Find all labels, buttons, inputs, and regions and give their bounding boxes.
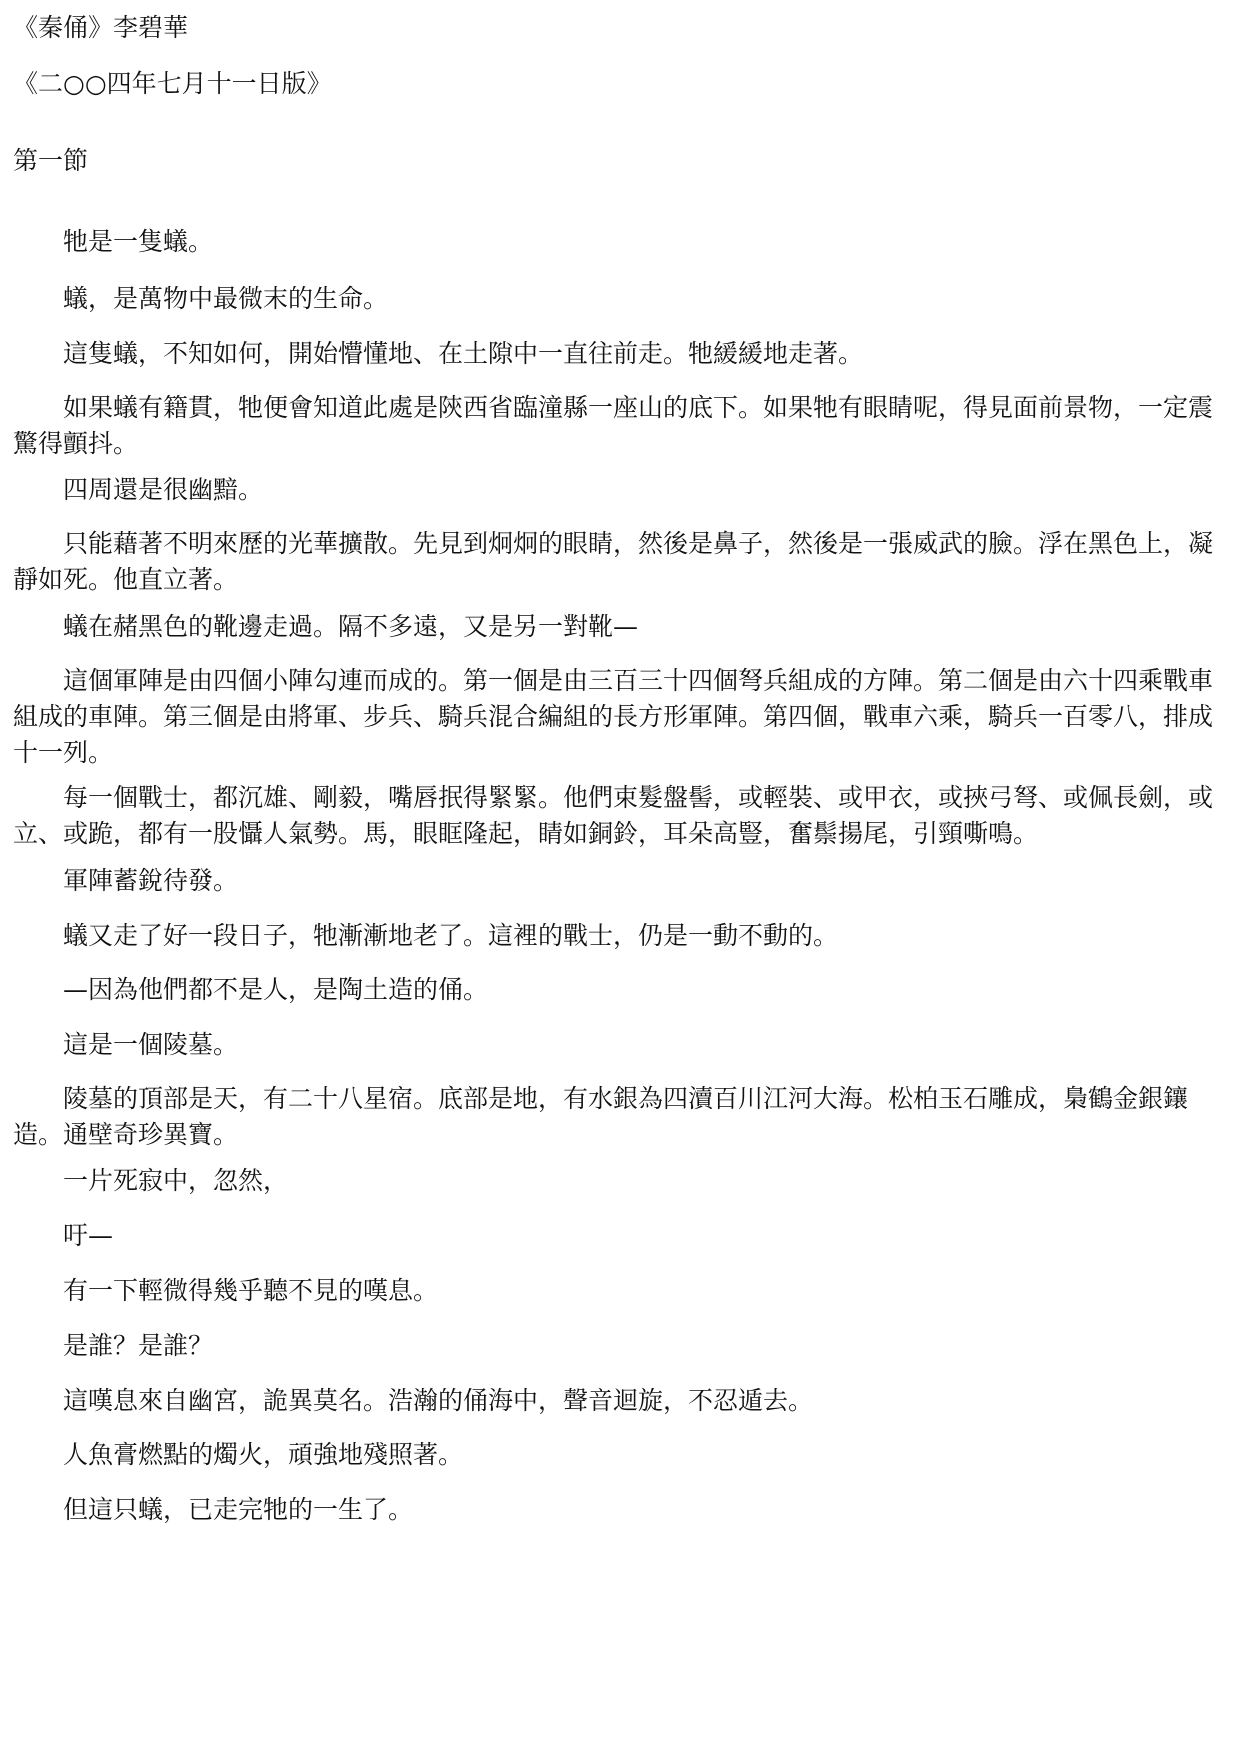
paragraph: 這個軍陣是由四個小陣勾連而成的。第一個是由三百三十四個弩兵組成的方陣。第二個是由六十四乘戰車組成的車陣。第三個是由將軍、步兵、騎兵混合編組的長方形軍陣。第四個，戰車六乘，騎兵一百零八，排成十一列。 <box>13 666 1214 767</box>
paragraph: 陵墓的頂部是天，有二十八星宿。底部是地，有水銀為四瀆百川江河大海。松柏玉石雕成，梟鶴金銀鑲造。通壁奇珍異寶。 <box>13 1084 1189 1149</box>
title-line: 《秦俑》李碧華 <box>13 13 189 42</box>
section-title: 第一節 <box>13 146 89 175</box>
paragraph: 這是一個陵墓。 <box>63 1030 239 1059</box>
paragraph: 吁— <box>63 1221 114 1250</box>
paragraph: 蟻在赭黑色的靴邊走過。隔不多遠，又是另一對靴— <box>63 612 639 641</box>
paragraph: 蟻又走了好一段日子，牠漸漸地老了。這裡的戰士，仍是一動不動的。 <box>63 921 839 950</box>
paragraph: 如果蟻有籍貫，牠便會知道此處是陝西省臨潼縣一座山的底下。如果牠有眼睛呢，得見面前景物，一定震驚得顫抖。 <box>13 393 1214 458</box>
paragraph: 人魚膏燃點的燭火，頑強地殘照著。 <box>63 1440 464 1469</box>
paragraph: —因為他們都不是人，是陶土造的俑。 <box>63 975 489 1004</box>
paragraph: 四周還是很幽黯。 <box>63 475 264 504</box>
paragraph: 一片死寂中，忽然， <box>63 1166 289 1195</box>
paragraph: 蟻，是萬物中最微末的生命。 <box>63 284 389 313</box>
paragraph: 這嘆息來自幽宮，詭異莫名。浩瀚的俑海中，聲音迴旋，不忍遁去。 <box>63 1386 814 1415</box>
paragraph: 軍陣蓄銳待發。 <box>63 866 239 895</box>
paragraph: 是誰？是誰？ <box>63 1331 214 1360</box>
paragraph: 只能藉著不明來歷的光華擴散。先見到炯炯的眼睛，然後是鼻子，然後是一張威武的臉。浮在黑色上，凝靜如死。他直立著。 <box>13 529 1214 594</box>
paragraph: 這隻蟻，不知如何，開始懵懂地、在土隙中一直往前走。牠緩緩地走著。 <box>63 339 864 368</box>
paragraph: 有一下輕微得幾乎聽不見的嘆息。 <box>63 1276 439 1305</box>
paragraph: 牠是一隻蟻。 <box>63 227 214 256</box>
paragraph: 每一個戰士，都沉雄、剛毅，嘴唇抿得緊緊。他們束髮盤髻，或輕裝、或甲衣，或挾弓弩、或佩長劍，或立、或跪，都有一股懾人氣勢。馬，眼眶隆起，睛如銅鈴，耳朵高豎，奮鬃揚尾，引頸嘶鳴。 <box>13 783 1214 848</box>
paragraph: 但這只蟻，已走完牠的一生了。 <box>63 1495 414 1524</box>
edition-line: 《二○○四年七月十一日版》 <box>13 69 332 98</box>
